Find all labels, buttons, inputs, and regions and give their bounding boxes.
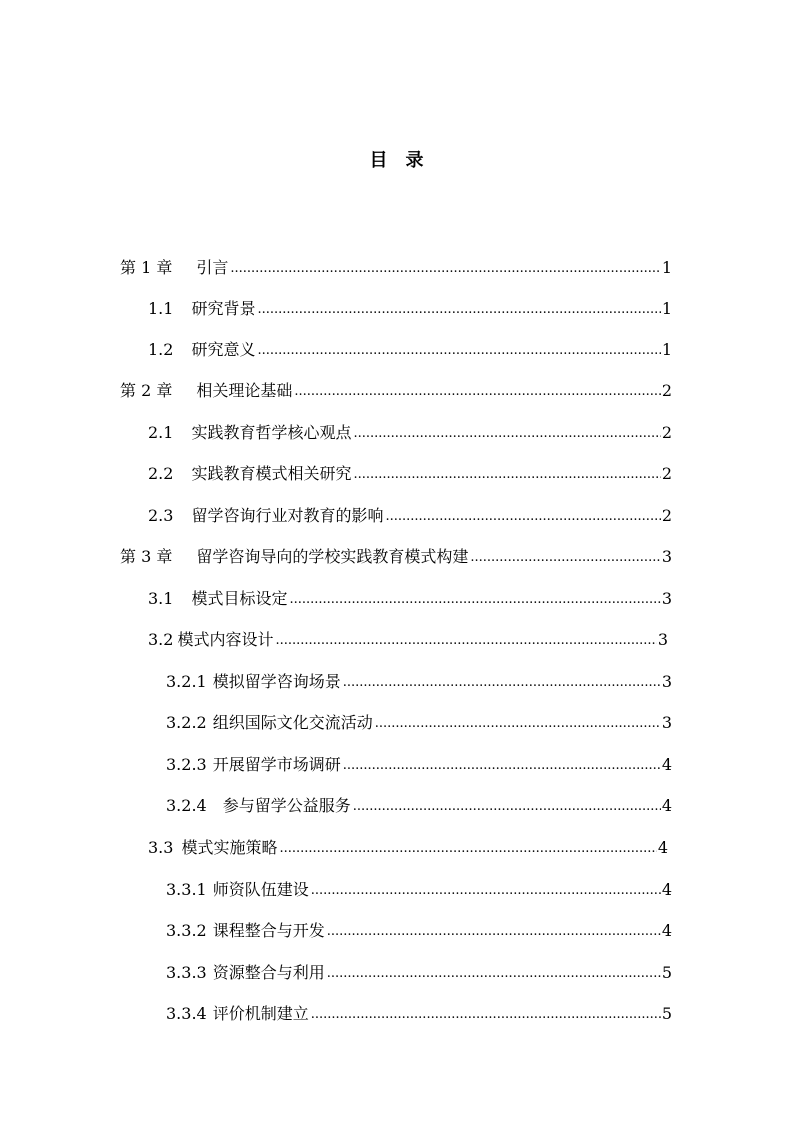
toc-entry-number: 第 2 章 bbox=[120, 381, 173, 400]
toc-entry-number: 2.3 bbox=[148, 506, 174, 525]
toc-entry-title: 模式目标设定 bbox=[191, 589, 288, 608]
toc-entry-page: 5 bbox=[661, 1004, 672, 1023]
toc-entry[interactable] bbox=[166, 713, 672, 733]
toc-entry-number: 3.2.2 bbox=[166, 713, 207, 732]
toc-leader bbox=[275, 631, 656, 651]
toc-entry-title: 留学咨询导向的学校实践教育模式构建 bbox=[196, 547, 469, 566]
toc-entry[interactable] bbox=[148, 838, 668, 858]
toc-title-right: 录 bbox=[405, 150, 424, 171]
toc-entry-page: 4 bbox=[661, 755, 672, 774]
toc-entry-page: 2 bbox=[661, 506, 672, 525]
toc-entry-number: 1.1 bbox=[148, 299, 174, 318]
toc-entry-page: 1 bbox=[661, 299, 672, 318]
toc-title bbox=[0, 146, 793, 172]
toc-entry[interactable] bbox=[166, 796, 672, 816]
toc-entry[interactable] bbox=[148, 340, 672, 360]
toc-entry-page: 3 bbox=[661, 547, 672, 566]
toc-leader bbox=[375, 714, 661, 734]
toc-entry-page: 1 bbox=[661, 258, 672, 277]
toc-entry[interactable] bbox=[148, 464, 672, 484]
toc-entry-number: 3.3 bbox=[148, 838, 174, 857]
toc-entry-number: 2.1 bbox=[148, 423, 174, 442]
toc-leader bbox=[353, 465, 660, 485]
toc-entry-page: 1 bbox=[661, 340, 672, 359]
toc-entry[interactable] bbox=[148, 506, 672, 526]
toc-entry-title: 参与留学公益服务 bbox=[222, 796, 351, 815]
toc-entry[interactable] bbox=[120, 258, 672, 278]
toc-entry-page: 2 bbox=[661, 464, 672, 483]
toc-leader bbox=[353, 424, 660, 444]
toc-entry[interactable] bbox=[166, 880, 672, 900]
toc-entry[interactable] bbox=[166, 755, 672, 775]
toc-entry-number: 第 1 章 bbox=[120, 258, 173, 277]
toc-entry-title: 引言 bbox=[196, 258, 229, 277]
toc-leader bbox=[385, 507, 660, 527]
toc-entry-page: 4 bbox=[661, 880, 672, 899]
toc-entry-title: 留学咨询行业对教育的影响 bbox=[191, 506, 384, 525]
toc-entry-title: 开展留学市场调研 bbox=[212, 755, 341, 774]
toc-entry-page: 4 bbox=[657, 838, 668, 857]
toc-entry-number: 3.2 bbox=[148, 630, 174, 649]
toc-leader bbox=[289, 590, 660, 610]
toc-entry-number: 3.3.1 bbox=[166, 880, 207, 899]
toc-entry-number: 3.2.1 bbox=[166, 672, 207, 691]
toc-entry[interactable] bbox=[148, 589, 672, 609]
toc-entry-title: 资源整合与利用 bbox=[212, 963, 325, 982]
toc-leader bbox=[343, 673, 661, 693]
toc-entry-number: 3.3.2 bbox=[166, 921, 207, 940]
toc-entry-page: 4 bbox=[661, 796, 672, 815]
toc-leader bbox=[311, 1005, 661, 1025]
toc-entry-page: 3 bbox=[661, 713, 672, 732]
toc-entry[interactable] bbox=[148, 630, 668, 650]
toc-leader bbox=[294, 382, 660, 402]
toc-entry-title: 师资队伍建设 bbox=[212, 880, 309, 899]
toc-title-left: 目 bbox=[369, 150, 388, 171]
toc-leader bbox=[343, 756, 661, 776]
toc-leader bbox=[327, 922, 661, 942]
toc-entry-page: 3 bbox=[661, 589, 672, 608]
toc-entry-title: 实践教育哲学核心观点 bbox=[191, 423, 352, 442]
toc-leader bbox=[230, 259, 660, 279]
toc-entry-title: 研究意义 bbox=[191, 340, 256, 359]
toc-entry-title: 模式内容设计 bbox=[177, 630, 274, 649]
toc-entry[interactable] bbox=[166, 672, 672, 692]
toc-leader bbox=[470, 548, 660, 568]
toc-entry-number: 1.2 bbox=[148, 340, 174, 359]
toc-entry-title: 组织国际文化交流活动 bbox=[212, 713, 373, 732]
toc-entry-title: 模拟留学咨询场景 bbox=[212, 672, 341, 691]
toc-entry-page: 3 bbox=[657, 630, 668, 649]
toc-entry[interactable] bbox=[166, 1004, 672, 1024]
toc-entry-title: 课程整合与开发 bbox=[212, 921, 325, 940]
toc-entry-title: 模式实施策略 bbox=[181, 838, 278, 857]
toc-entry-number: 3.1 bbox=[148, 589, 174, 608]
toc-entry-page: 5 bbox=[661, 963, 672, 982]
toc-entry-title: 研究背景 bbox=[191, 299, 256, 318]
toc-entry-title: 相关理论基础 bbox=[196, 381, 293, 400]
toc-entry[interactable] bbox=[166, 921, 672, 941]
toc-entry-page: 2 bbox=[661, 423, 672, 442]
toc-entry-title: 实践教育模式相关研究 bbox=[191, 464, 352, 483]
toc-leader bbox=[257, 300, 660, 320]
toc-entry-number: 3.3.3 bbox=[166, 963, 207, 982]
toc-entry-number: 3.3.4 bbox=[166, 1004, 207, 1023]
toc-entry-page: 4 bbox=[661, 921, 672, 940]
toc-entry-number: 第 3 章 bbox=[120, 547, 173, 566]
toc-entry-number: 3.2.3 bbox=[166, 755, 207, 774]
toc-entry[interactable] bbox=[166, 963, 672, 983]
toc-leader bbox=[257, 341, 660, 361]
toc-leader bbox=[311, 881, 661, 901]
toc-entry[interactable] bbox=[148, 299, 672, 319]
toc-entry-page: 2 bbox=[661, 381, 672, 400]
toc-leader bbox=[353, 797, 661, 817]
toc-leader bbox=[279, 839, 656, 859]
toc-entry-page: 3 bbox=[661, 672, 672, 691]
toc-leader bbox=[327, 964, 661, 984]
toc-entry-number: 3.2.4 bbox=[166, 796, 207, 815]
toc-entry[interactable] bbox=[148, 423, 672, 443]
toc-entry-number: 2.2 bbox=[148, 464, 174, 483]
toc-entry[interactable] bbox=[120, 547, 672, 567]
toc-entry[interactable] bbox=[120, 381, 672, 401]
toc-entry-title: 评价机制建立 bbox=[212, 1004, 309, 1023]
